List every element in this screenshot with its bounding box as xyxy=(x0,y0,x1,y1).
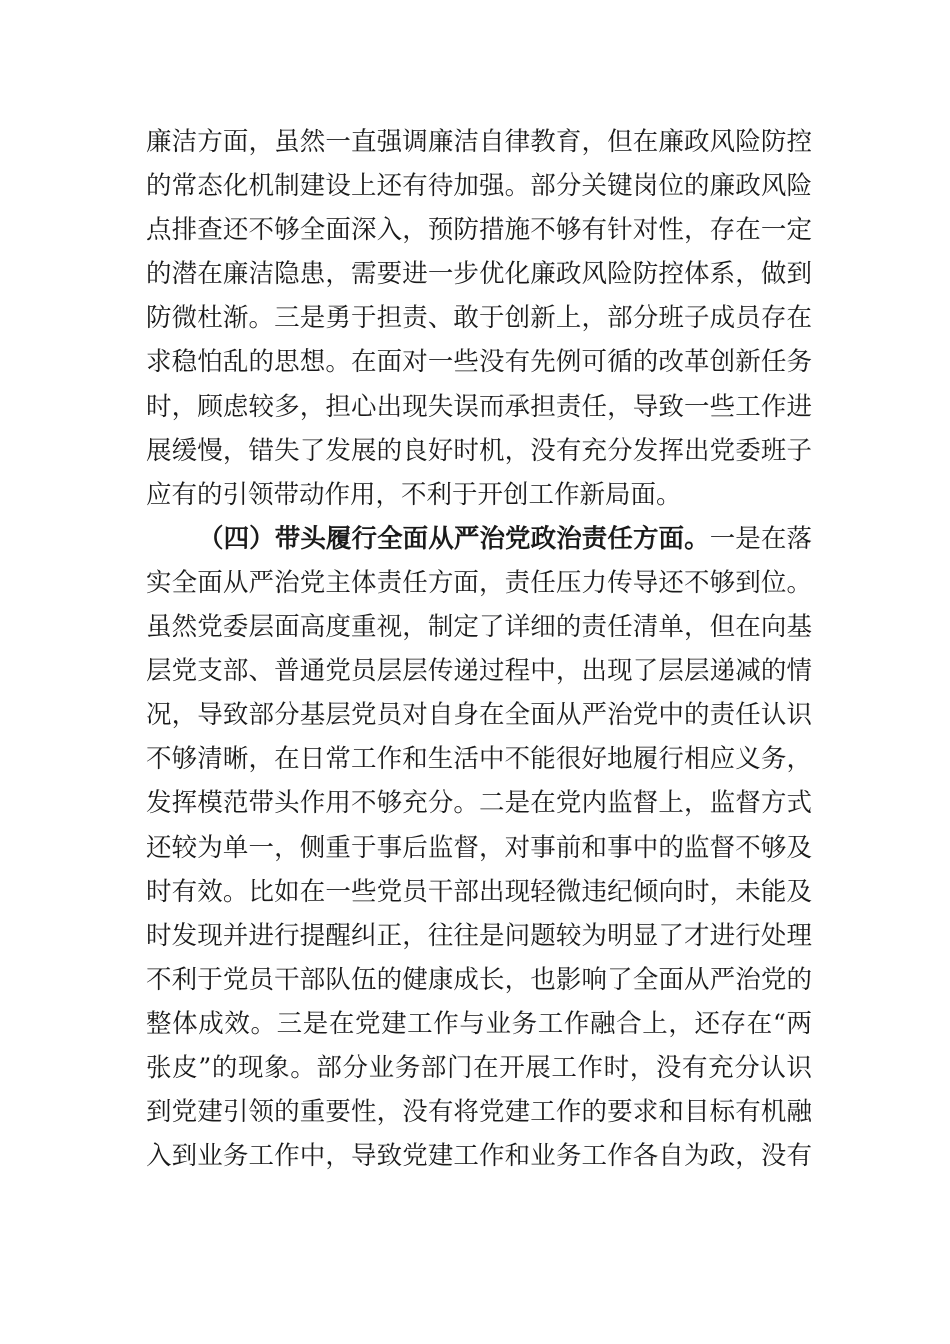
text-line: 防微杜渐。三是勇于担责、敢于创新上，部分班子成员存在 xyxy=(146,303,812,334)
text-line: 发挥模范带头作用不够充分。二是在党内监督上，监督方式 xyxy=(146,788,812,819)
text-line: 时，顾虑较多，担心出现失误而承担责任，导致一些工作进 xyxy=(146,391,812,422)
text-line: 求稳怕乱的思想。在面对一些没有先例可循的改革创新任务 xyxy=(146,347,812,378)
text-line: 实全面从严治党主体责任方面，责任压力传导还不够到位。 xyxy=(146,567,812,598)
text-line: 还较为单一，侧重于事后监督，对事前和事中的监督不够及 xyxy=(146,832,812,863)
paragraph-2 xyxy=(146,517,812,1178)
text-line: 况，导致部分基层党员对自身在全面从严治党中的责任认识 xyxy=(146,700,812,731)
text-line: 张皮”的现象。部分业务部门在开展工作时，没有充分认识 xyxy=(146,1052,812,1083)
text-line: 不利于党员干部队伍的健康成长，也影响了全面从严治党的 xyxy=(146,964,812,995)
text-line: 到党建引领的重要性，没有将党建工作的要求和目标有机融 xyxy=(146,1097,812,1128)
text-line: 时有效。比如在一些党员干部出现轻微违纪倾向时，未能及 xyxy=(146,876,812,907)
text-line: 应有的引领带动作用，不利于开创工作新局面。 xyxy=(146,479,682,510)
text-line: 展缓慢，错失了发展的良好时机，没有充分发挥出党委班子 xyxy=(146,435,812,466)
text-line: 整体成效。三是在党建工作与业务工作融合上，还存在“两 xyxy=(146,1008,812,1039)
body-text xyxy=(146,120,812,1178)
section-heading: （四）带头履行全面从严治党政治责任方面。 xyxy=(198,523,710,554)
text-line: 点排查还不够全面深入，预防措施不够有针对性，存在一定 xyxy=(146,215,812,246)
text-line: 层党支部、普通党员层层传递过程中，出现了层层递减的情 xyxy=(146,656,812,687)
text-line: 廉洁方面，虽然一直强调廉洁自律教育，但在廉政风险防控 xyxy=(146,127,812,157)
text-line: 的潜在廉洁隐患，需要进一步优化廉政风险防控体系，做到 xyxy=(146,259,812,290)
paragraph-1 xyxy=(146,120,812,517)
text-line: 时发现并进行提醒纠正，往往是问题较为明显了才进行处理 xyxy=(146,920,812,951)
text-line: 不够清晰，在日常工作和生活中不能很好地履行相应义务， xyxy=(146,744,812,775)
text-line: 虽然党委层面高度重视，制定了详细的责任清单，但在向基 xyxy=(146,612,812,643)
heading-line-rest: 一是在落 xyxy=(709,523,812,554)
section-heading-line xyxy=(146,517,812,561)
text-line: 的常态化机制建设上还有待加强。部分关键岗位的廉政风险 xyxy=(146,171,812,202)
text-line: 入到业务工作中，导致党建工作和业务工作各自为政，没有 xyxy=(146,1141,812,1172)
